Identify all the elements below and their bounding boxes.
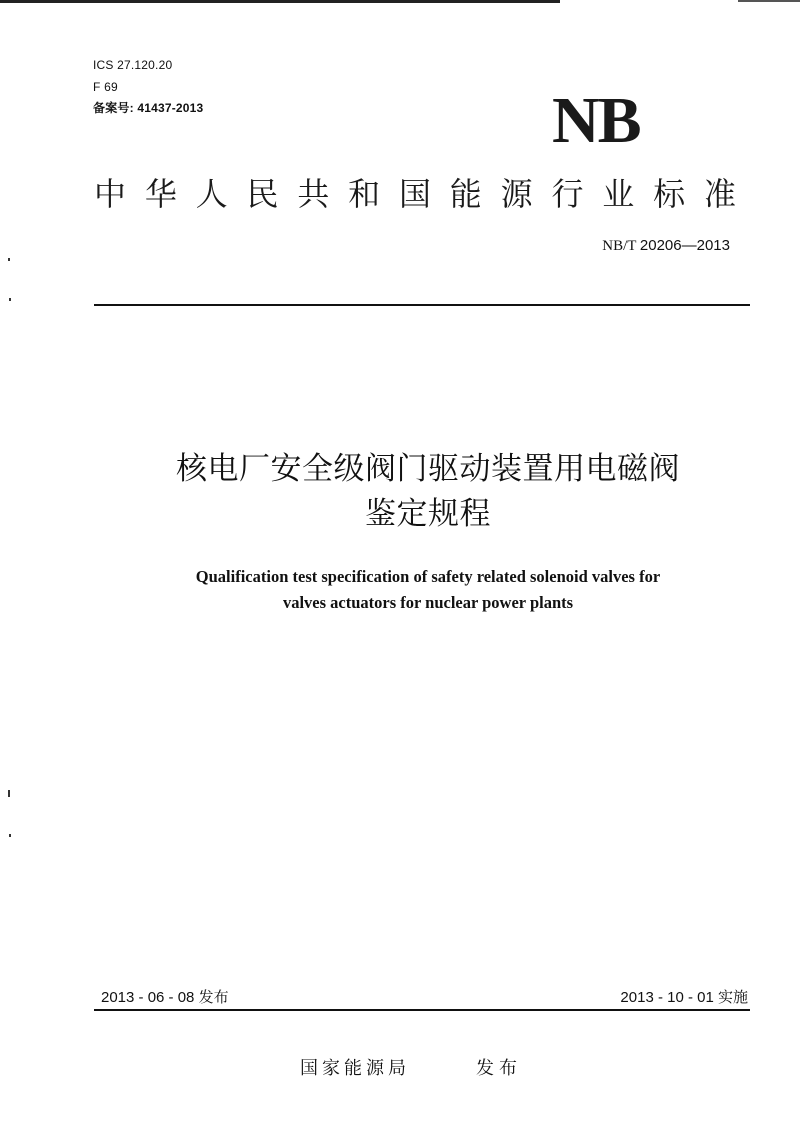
scan-speck [8, 258, 10, 261]
banner-char: 华 [144, 176, 177, 212]
banner-char: 中 [94, 176, 127, 212]
scan-speck [9, 298, 11, 301]
scan-edge-right [738, 0, 800, 2]
publisher-name: 国家能源局 [300, 1058, 410, 1078]
banner-char: 国 [398, 176, 431, 212]
banner-char: 人 [195, 176, 228, 212]
classification-code: F 69 [93, 80, 118, 94]
scan-edge-top [0, 0, 560, 3]
banner-char: 标 [653, 176, 686, 212]
publish-label: 发 布 [476, 1058, 518, 1078]
standard-code-number: 20206—2013 [639, 237, 730, 254]
implementation-date: 2013 - 10 - 01 实施 [620, 989, 748, 1006]
bottom-divider [94, 1009, 750, 1011]
title-en-line1: Qualification test specification of safety related solenoid valves for [195, 567, 661, 586]
title-cn-line1: 核电厂安全级阀门驱动装置用电磁阀 [176, 451, 680, 486]
banner-char: 共 [297, 176, 330, 212]
banner-char: 业 [602, 176, 635, 212]
standard-code-prefix: NB/T [602, 238, 640, 254]
title-en-line2: valves actuators for nuclear power plants [282, 593, 574, 612]
ics-code: ICS 27.120.20 [93, 58, 173, 72]
banner-char: 和 [348, 176, 381, 212]
banner-char: 行 [551, 176, 584, 212]
scan-speck [8, 790, 10, 797]
banner-char: 准 [703, 176, 736, 212]
banner-char: 能 [449, 176, 482, 212]
issue-date: 2013 - 06 - 08 发布 [101, 989, 229, 1006]
title-cn-line2: 鉴定规程 [365, 496, 491, 531]
top-divider [94, 304, 750, 306]
filing-number: 备案号: 41437-2013 [93, 101, 204, 115]
banner-char: 源 [500, 176, 533, 212]
standard-banner [94, 172, 736, 216]
banner-char: 民 [246, 176, 279, 212]
scan-speck [9, 834, 11, 837]
nb-logo: NB [552, 84, 640, 157]
standard-code [602, 236, 730, 256]
